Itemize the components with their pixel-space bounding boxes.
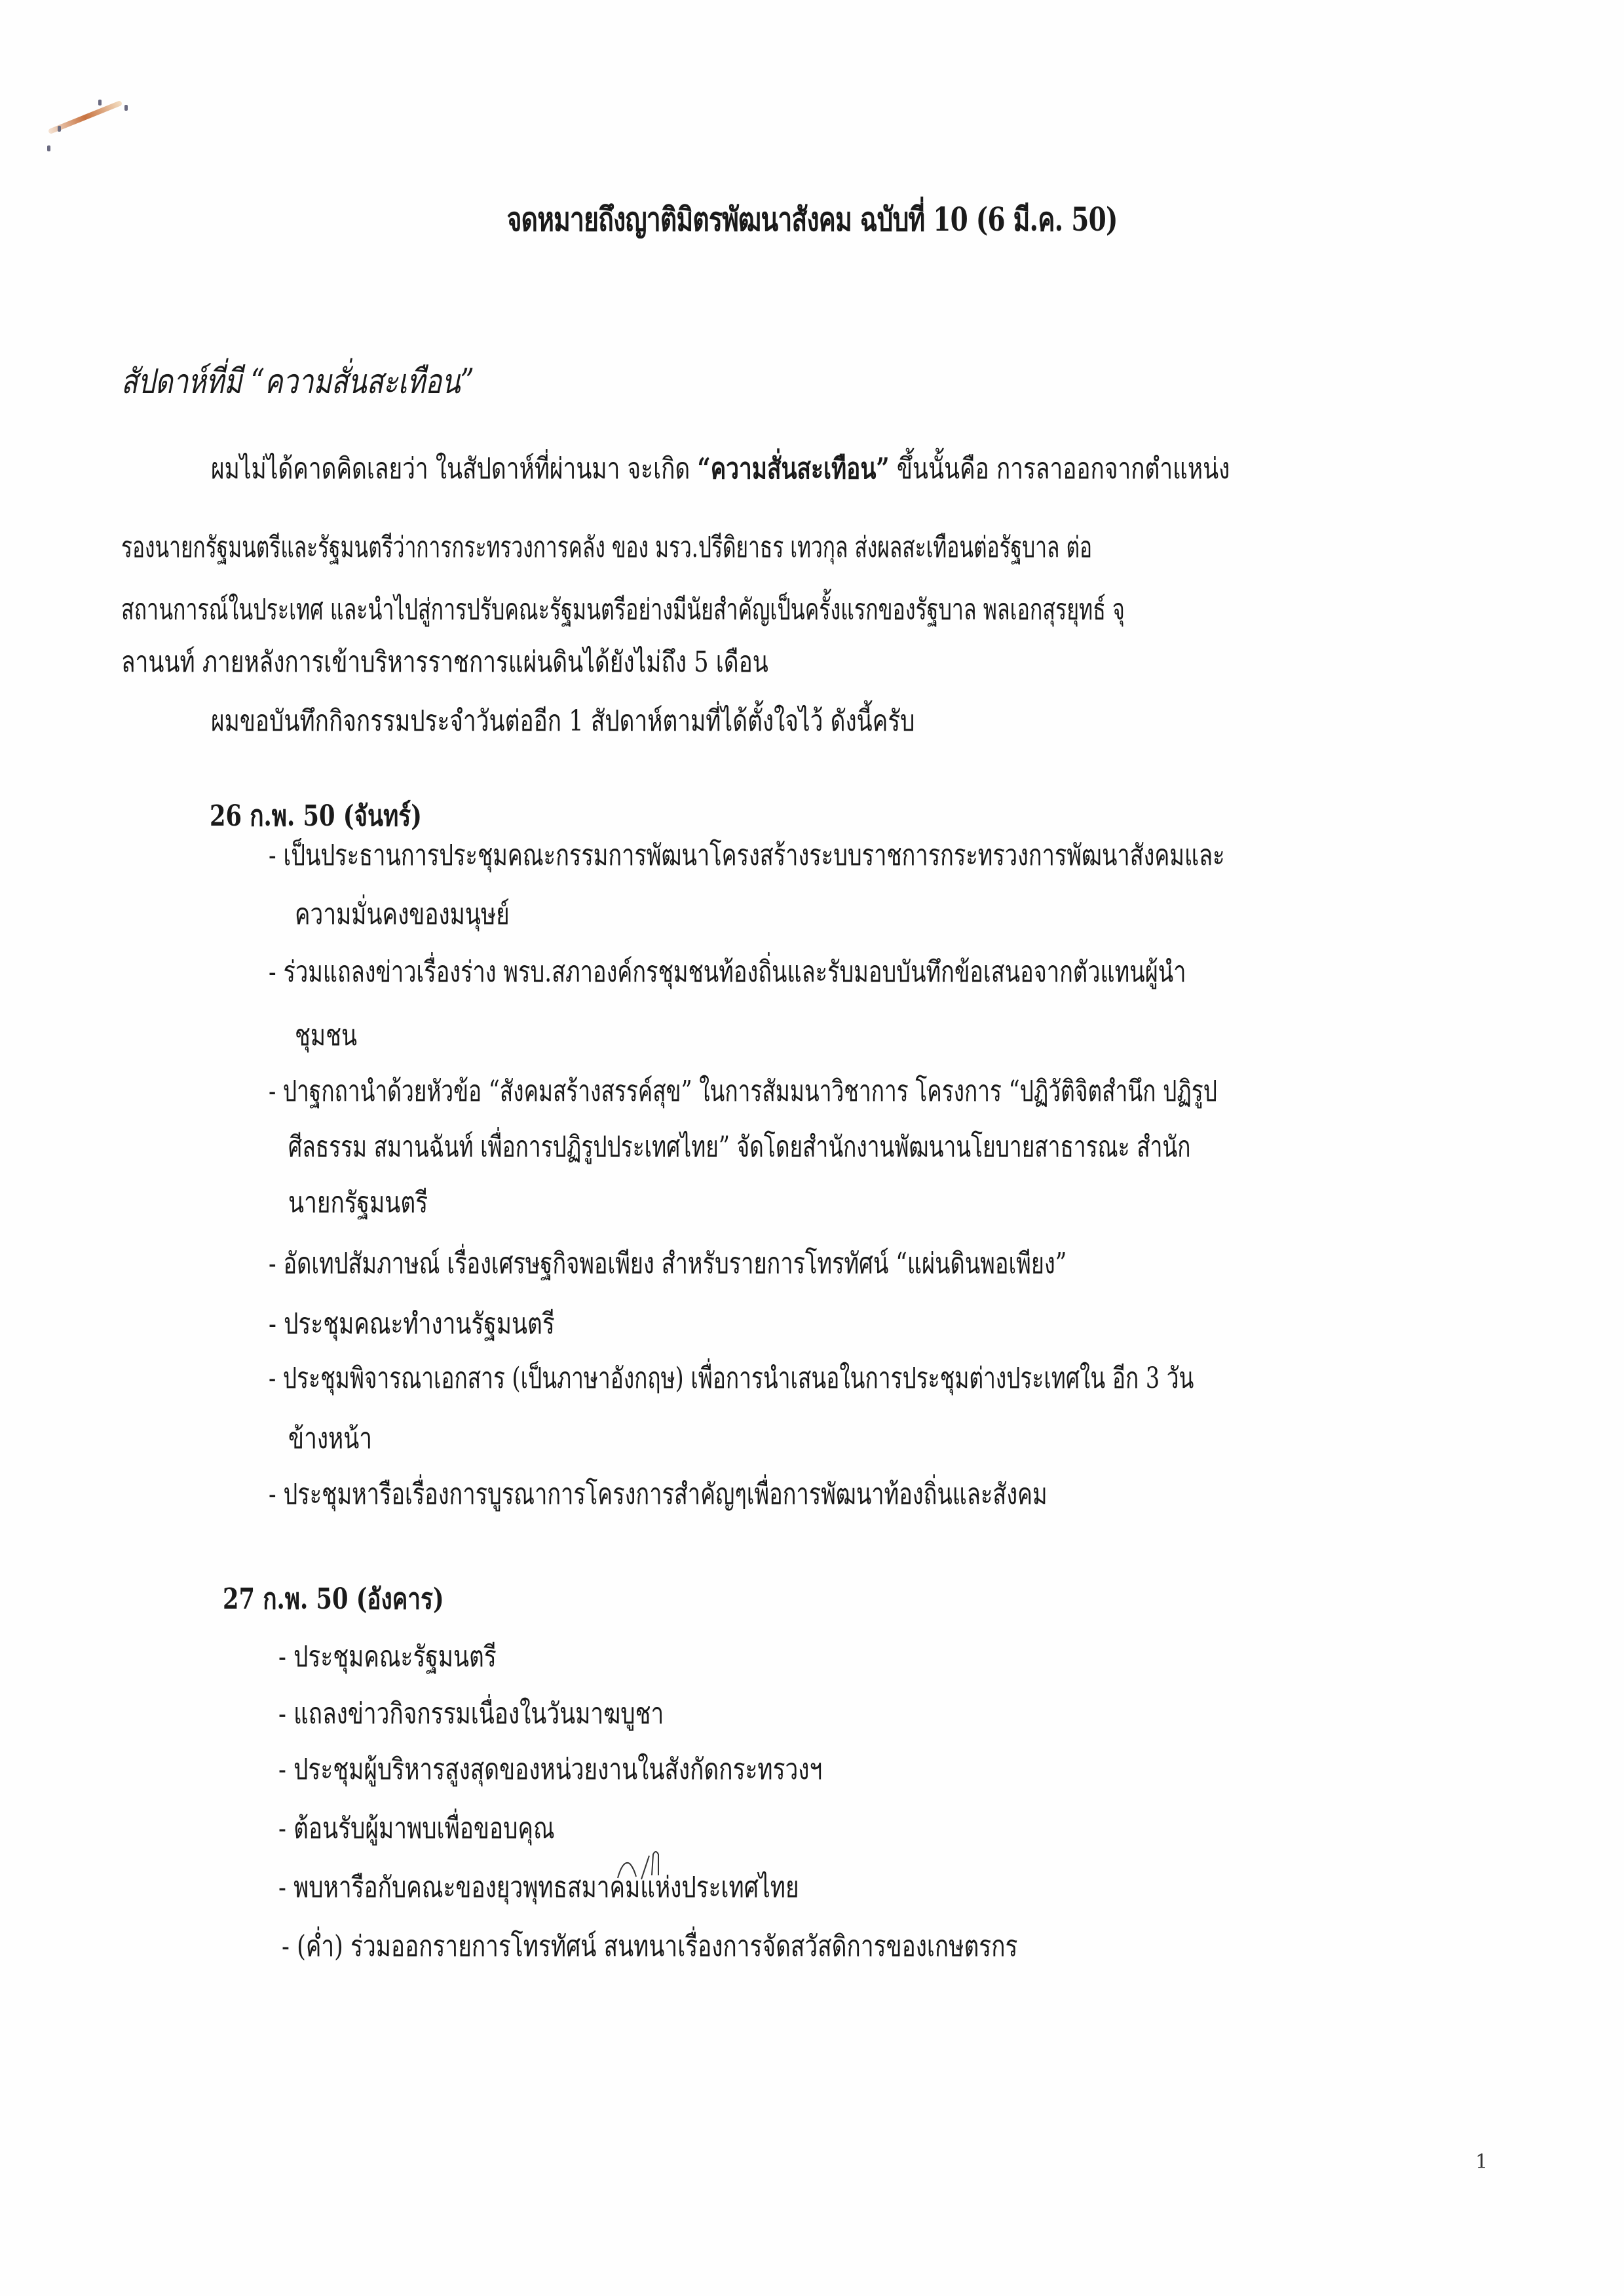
activity-item: - ประชุมหารือเรื่องการบูรณาการโครงการสำคัญๆเพื่อการพัฒนาท้องถิ่นและสังคม [269,1478,1048,1511]
activity-item-continued: นายกรัฐมนตรี [288,1186,428,1219]
intro-line-1-pre: ผมไม่ได้คาดคิดเลยว่า ในสัปดาห์ที่ผ่านมา จะเกิด [211,452,698,486]
activity-item-continued: ชุมชน [295,1019,358,1052]
scan-artifact-dot [124,105,128,111]
activity-item: - ปาฐกถานำด้วยหัวข้อ “สังคมสร้างสรรค์สุข” ในการสัมมนาวิชาการ โครงการ “ปฏิวัติจิตสำนึก ปฏิรูป [269,1075,1217,1108]
document-title: จดหมายถึงญาติมิตรพัฒนาสังคม ฉบับที่ 10 (6 มี.ค. 50) [506,200,1118,239]
activity-item: - พบหารือกับคณะของยุวพุทธสมาคมแห่งประเทศไทย [278,1871,799,1904]
intro-quote-emphasis: “ความสั่นสะเทือน” [697,452,890,486]
activity-item: - แถลงข่าวกิจกรรมเนื่องในวันมาฆบูชา [278,1697,664,1731]
activity-item: - ประชุมคณะรัฐมนตรี [278,1640,497,1674]
section-heading: สัปดาห์ที่มี “ความสั่นสะเทือน” [121,362,474,402]
intro-line-3: สถานการณ์ในประเทศ และนำไปสู่การปรับคณะรัฐมนตรีอย่างมีนัยสำคัญเป็นครั้งแรกของรัฐบาล พลเอกสุรยุทธ์ จุ [121,593,1125,626]
page-number: 1 [1475,2151,1488,2173]
intro-line-5: ผมขอบันทึกกิจกรรมประจำวันต่ออีก 1 สัปดาห์ตามที่ได้ตั้งใจไว้ ดังนี้ครับ [211,704,915,738]
activity-item-continued: ข้างหน้า [288,1422,373,1455]
activity-item: - เป็นประธานการประชุมคณะกรรมการพัฒนาโครงสร้างระบบราชการกระทรวงการพัฒนาสังคมและ [269,839,1225,872]
intro-line-1 [211,446,1230,491]
activity-item: - (ค่ำ) ร่วมออกรายการโทรทัศน์ สนทนาเรื่องการจัดสวัสดิการของเกษตรกร [282,1930,1018,1963]
intro-line-1-post: ขึ้นนั้นคือ การลาออกจากตำแหน่ง [889,452,1230,486]
scan-artifact-dot [98,100,102,105]
activity-item: - ประชุมพิจารณาเอกสาร (เป็นภาษาอังกฤษ) เพื่อการนำเสนอในการประชุมต่างประเทศใน อีก 3 วัน [269,1362,1194,1395]
activity-item-continued: ความมั่นคงของมนุษย์ [295,898,510,931]
activity-item: - ร่วมแถลงข่าวเรื่องร่าง พรบ.สภาองค์กรชุมชนท้องถิ่นและรับมอบบันทึกข้อเสนอจากตัวแทนผู้นำ [269,955,1186,989]
intro-line-4: ลานนท์ ภายหลังการเข้าบริหารราชการแผ่นดินได้ยังไม่ถึง 5 เดือน [121,645,768,679]
scan-artifact-dot [47,145,50,151]
day-heading-26-feb: 26 ก.พ. 50 (จันทร์) [210,799,422,833]
intro-line-2: รองนายกรัฐมนตรีและรัฐมนตรีว่าการกระทรวงการคลัง ของ มรว.ปรีดิยาธร เทวกุล ส่งผลสะเทือนต่อรัฐบาล ต่อ [121,531,1093,564]
scan-artifact-dot [58,126,61,132]
activity-item: - ประชุมผู้บริหารสูงสุดของหน่วยงานในสังกัดกระทรวงฯ [278,1753,823,1786]
activity-item: - ประชุมคณะทำงานรัฐมนตรี [269,1307,555,1341]
activity-item-continued: ศีลธรรม สมานฉันท์ เพื่อการปฏิรูปประเทศไทย” จัดโดยสำนักงานพัฒนานโยบายสาธารณะ สำนัก [288,1130,1191,1164]
day-heading-27-feb: 27 ก.พ. 50 (อังคาร) [223,1582,444,1616]
activity-item: - ต้อนรับผู้มาพบเพื่อขอบคุณ [278,1812,555,1845]
activity-item: - อัดเทปสัมภาษณ์ เรื่องเศรษฐกิจพอเพียง สำหรับรายการโทรทัศน์ “แผ่นดินพอเพียง” [269,1247,1067,1280]
